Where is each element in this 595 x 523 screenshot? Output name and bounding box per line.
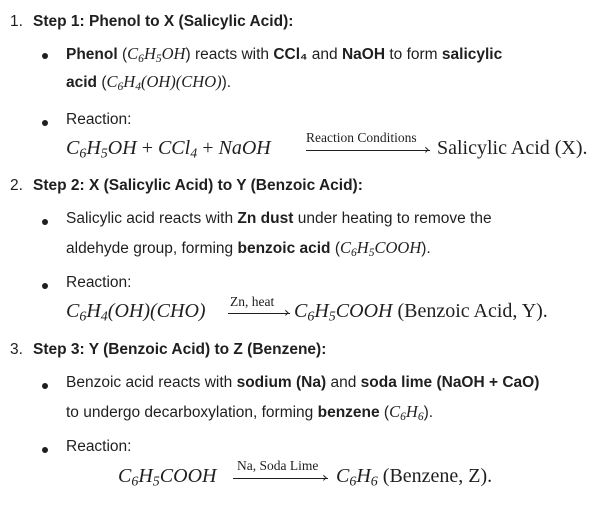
step-1-description-line-1: Phenol $(C_6H_5OH)$ reacts with CCl₄ and NaOH to form salicylic [66,44,503,65]
step-3-heading: Step 3: Y (Benzoic Acid) to Z (Benzene): [33,341,327,358]
step-1-description-line-2: acid $(C_6H_4(OH)(CHO))$. [66,72,232,93]
step-2-reaction-label: Reaction: [66,274,132,291]
step-2-reactant: $C_6H_4(OH)(CHO)$ [66,300,206,325]
step-2-heading: Step 2: X (Salicylic Acid) to Y (Benzoic Acid): [33,177,363,194]
step-1-product: Salicylic Acid (X). [437,137,588,159]
bullet [42,447,48,453]
arrowhead: › [284,305,290,321]
reaction-arrow [306,150,430,151]
step-1-reaction-label: Reaction: [66,111,132,128]
step-2-product: $C_6H_5COOH$ (Benzoic Acid, Y). [294,300,548,325]
bullet [42,383,48,389]
step-2-arrow-label: Zn, heat [230,294,275,309]
arrowhead: › [322,470,328,486]
step-2-description-line-1: Salicylic acid reacts with Zn dust under heating to remove the [66,210,492,227]
bullet [42,283,48,289]
step-3-number: 3. [10,341,23,358]
step-3-description-line-1: Benzoic acid reacts with sodium (Na) and soda lime (NaOH + CaO) [66,374,540,391]
step-3-product: $C_6H_6$ (Benzene, Z). [336,465,493,490]
step-1-heading: Step 1: Phenol to X (Salicylic Acid): [33,13,294,30]
bullet [42,219,48,225]
arrowhead: › [424,142,430,158]
reaction-arrow [228,313,290,314]
step-1-arrow-label: Reaction Conditions [306,130,417,145]
step-1-reactants: $C_6H_5OH + CCl_4$ + NaOH [66,137,271,162]
step-3-reactant: $C_6H_5COOH$ [118,465,217,490]
step-2-description-line-2: aldehyde group, forming benzoic acid $(C_6H_5COOH)$. [66,238,431,259]
bullet [42,120,48,126]
reaction-arrow [233,478,328,479]
step-3-reaction-label: Reaction: [66,438,132,455]
step-2-number: 2. [10,177,23,194]
step-3-description-line-2: to undergo decarboxylation, forming benzene $(C_6H_6)$. [66,402,434,423]
bullet [42,53,48,59]
step-1-number: 1. [10,13,23,30]
step-3-arrow-label: Na, Soda Lime [237,458,319,473]
